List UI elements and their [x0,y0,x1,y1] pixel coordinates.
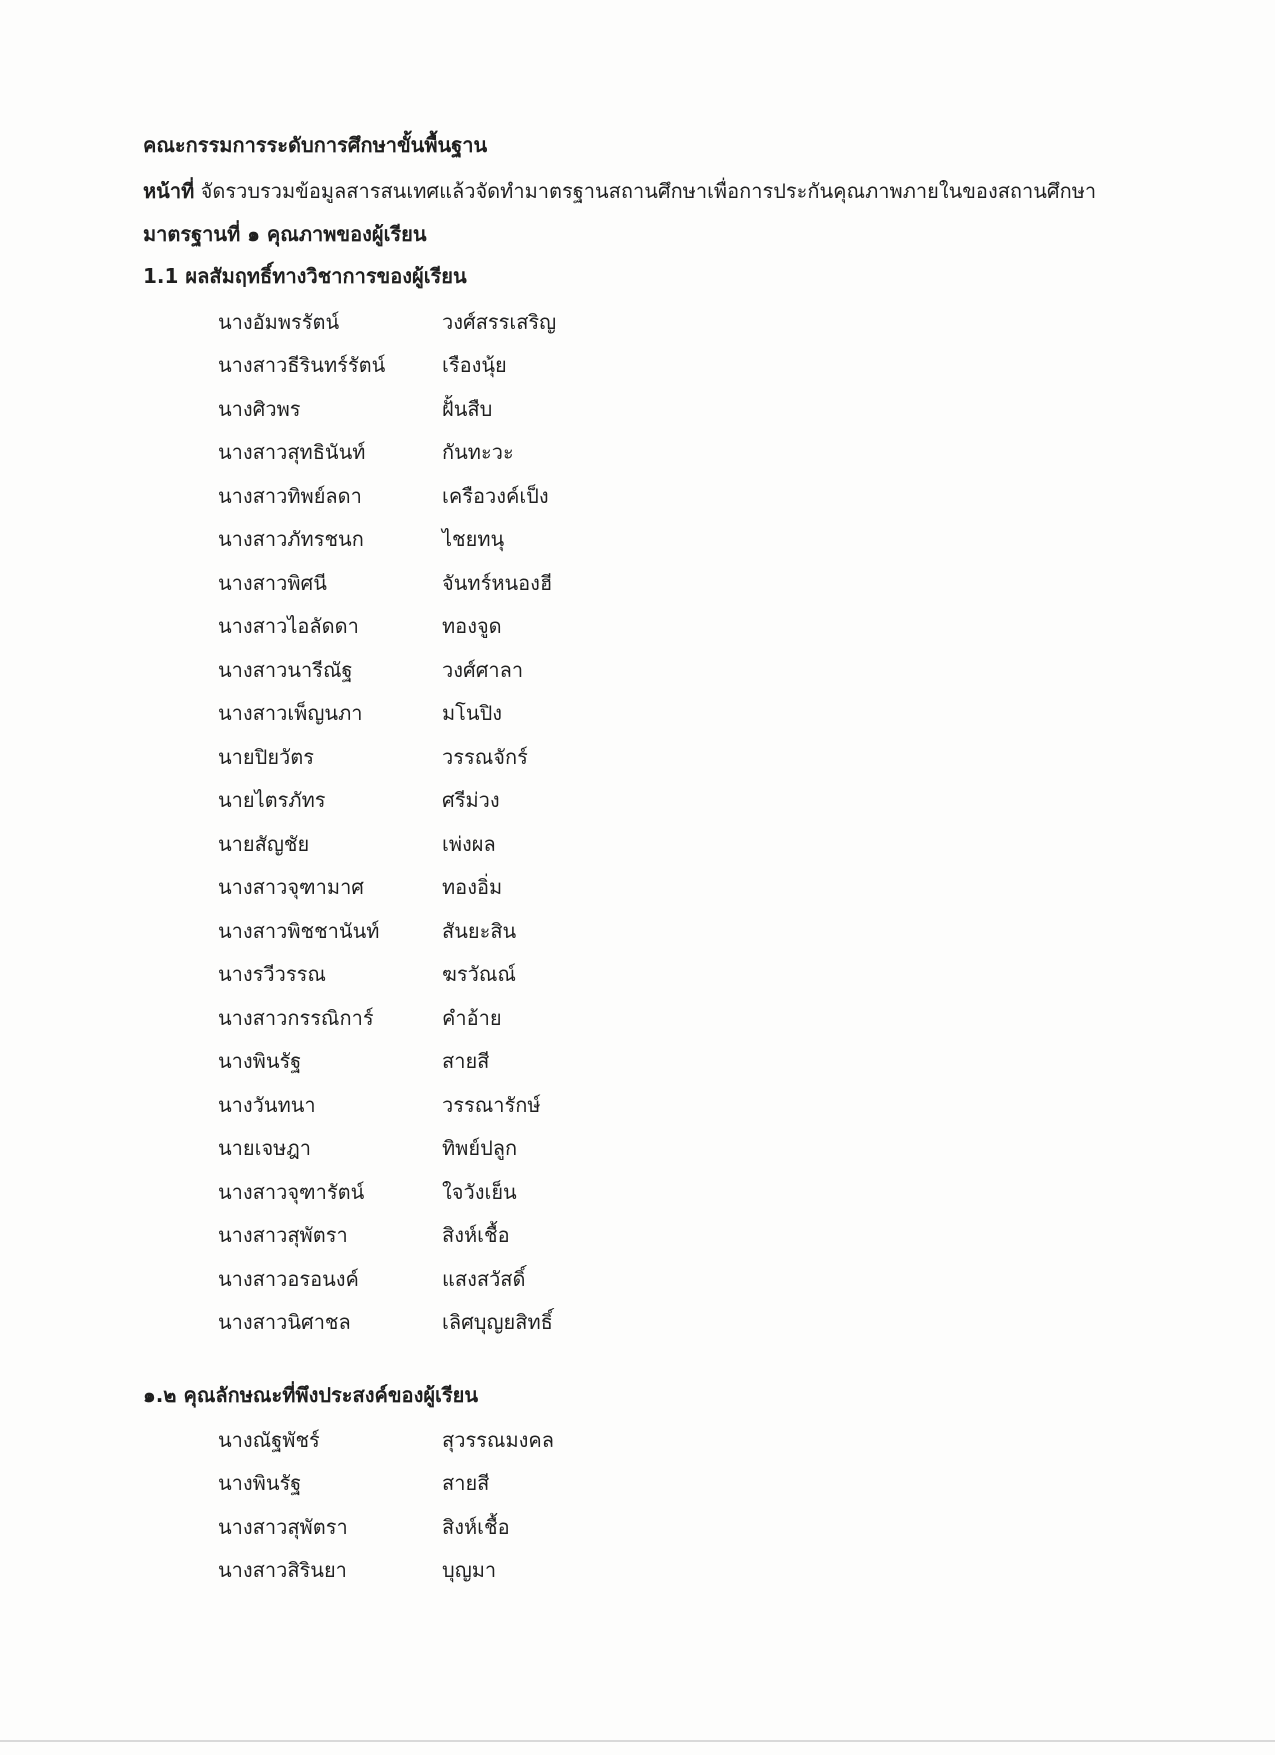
member-row [218,300,556,344]
member-first-name: นางสาวจุฑามาศ [218,875,364,900]
member-last-name: ฝั้นสืบ [442,396,493,421]
member-first-name: นางสาวกรรณิการ์ [218,1005,374,1030]
member-first-name: นางสาวทิพย์ลดา [218,483,362,508]
member-first-name: นายสัญชัย [218,831,310,856]
member-last-name: ใจวังเย็น [442,1179,517,1204]
member-row [218,648,556,692]
member-first-name: นายปิยวัตร [218,744,314,769]
member-first-name: นางวันทนา [218,1092,316,1117]
member-row [218,1505,554,1549]
member-row [218,387,556,431]
member-last-name: ไชยทนุ [442,527,505,552]
member-first-name: นายเจษฎา [218,1136,312,1161]
member-last-name: เลิศบุญยสิทธิ์ [442,1310,553,1335]
member-first-name: นางสาวพิศนี [218,570,327,595]
member-first-name: นางสาวพิชชานันท์ [218,918,380,943]
member-first-name: นางสาวอรอนงค์ [218,1266,359,1291]
duty-text: จัดรวบรวมข้อมูลสารสนเทศแล้วจัดทำมาตรฐานสถานศึกษาเพื่อการประกันคุณภาพภายในของสถานศึกษา [200,179,1097,203]
standard-title: มาตรฐานที่ ๑ คุณภาพของผู้เรียน [143,222,427,246]
member-list [218,1418,554,1592]
page-edge [0,1740,1275,1742]
member-last-name: เพ่งผล [442,831,496,856]
member-row [218,1257,556,1301]
member-row [218,1462,554,1506]
member-last-name: สันยะสิน [442,918,517,943]
member-last-name: ศรีม่วง [442,788,500,813]
section-title: ๑.๒ คุณลักษณะที่พึงประสงค์ของผู้เรียน [143,1383,479,1407]
member-last-name: วรรณจักร์ [442,744,528,769]
member-row [218,1127,556,1171]
member-row [218,996,556,1040]
member-last-name: บุญมา [442,1558,497,1583]
member-last-name: วงศ์สรรเสริญ [442,309,557,334]
member-row [218,1301,556,1345]
member-last-name: คำอ้าย [442,1005,502,1030]
member-row [218,474,556,518]
member-first-name: นางสาวนารีณัฐ [218,657,353,682]
member-row [218,1418,554,1462]
duty-line [143,176,1096,206]
member-row [218,431,556,475]
member-last-name: ทองอิ่ม [442,875,503,900]
member-last-name: เครือวงค์เป็ง [442,483,549,508]
member-last-name: ทิพย์ปลูก [442,1136,518,1161]
member-last-name: วรรณารักษ์ [442,1092,541,1117]
member-first-name: นายไตรภัทร [218,788,326,813]
member-row [218,866,556,910]
section-title: 1.1 ผลสัมฤทธิ์ทางวิชาการของผู้เรียน [143,264,467,288]
committee-title: คณะกรรมการระดับการศึกษาขั้นพื้นฐาน [143,133,488,157]
member-row [218,605,556,649]
member-first-name: นางสาวธีรินทร์รัตน์ [218,353,386,378]
member-last-name: มโนปิง [442,701,503,726]
member-first-name: นางสาวสุพัตรา [218,1514,348,1539]
member-first-name: นางสาวนิศาชล [218,1310,351,1335]
member-last-name: เรืองนุ้ย [442,353,507,378]
member-last-name: สุวรรณมงคล [442,1427,555,1452]
member-last-name: กันทะวะ [442,440,514,465]
member-last-name: ทองจูด [442,614,502,639]
member-last-name: จันทร์หนองฮี [442,570,553,595]
member-first-name: นางศิวพร [218,396,301,421]
member-first-name: นางสาวไอลัดดา [218,614,359,639]
member-row [218,344,556,388]
member-first-name: นางสาวสิรินยา [218,1558,347,1583]
member-row [218,735,556,779]
member-last-name: สิงห์เชื้อ [442,1514,510,1539]
member-row [218,561,556,605]
member-first-name: นางพินรัฐ [218,1471,302,1496]
member-first-name: นางสาวสุพัตรา [218,1223,348,1248]
member-row [218,692,556,736]
member-first-name: นางรวีวรรณ [218,962,326,987]
member-last-name: สายสี [442,1049,490,1074]
member-last-name: แสงสวัสดิ์ [442,1266,526,1291]
duty-label: หน้าที่ [143,179,195,203]
member-first-name: นางสาวสุทธินันท์ [218,440,366,465]
member-first-name: นางพินรัฐ [218,1049,302,1074]
member-first-name: นางณัฐพัชร์ [218,1427,320,1452]
member-row [218,518,556,562]
member-first-name: นางสาวเพ็ญนภา [218,701,363,726]
member-first-name: นางสาวจุฑารัตน์ [218,1179,365,1204]
member-row [218,1040,556,1084]
member-row [218,1083,556,1127]
member-last-name: สายสี [442,1471,490,1496]
member-row [218,1170,556,1214]
member-row [218,1549,554,1593]
member-row [218,779,556,823]
member-last-name: ฆรวัณณ์ [442,962,516,987]
member-last-name: สิงห์เชื้อ [442,1223,510,1248]
member-row [218,822,556,866]
member-first-name: นางอัมพรรัตน์ [218,309,340,334]
member-row [218,1214,556,1258]
member-row [218,909,556,953]
member-last-name: วงศ์ศาลา [442,657,524,682]
member-list [218,300,556,1344]
member-first-name: นางสาวภัทรชนก [218,527,364,552]
member-row [218,953,556,997]
